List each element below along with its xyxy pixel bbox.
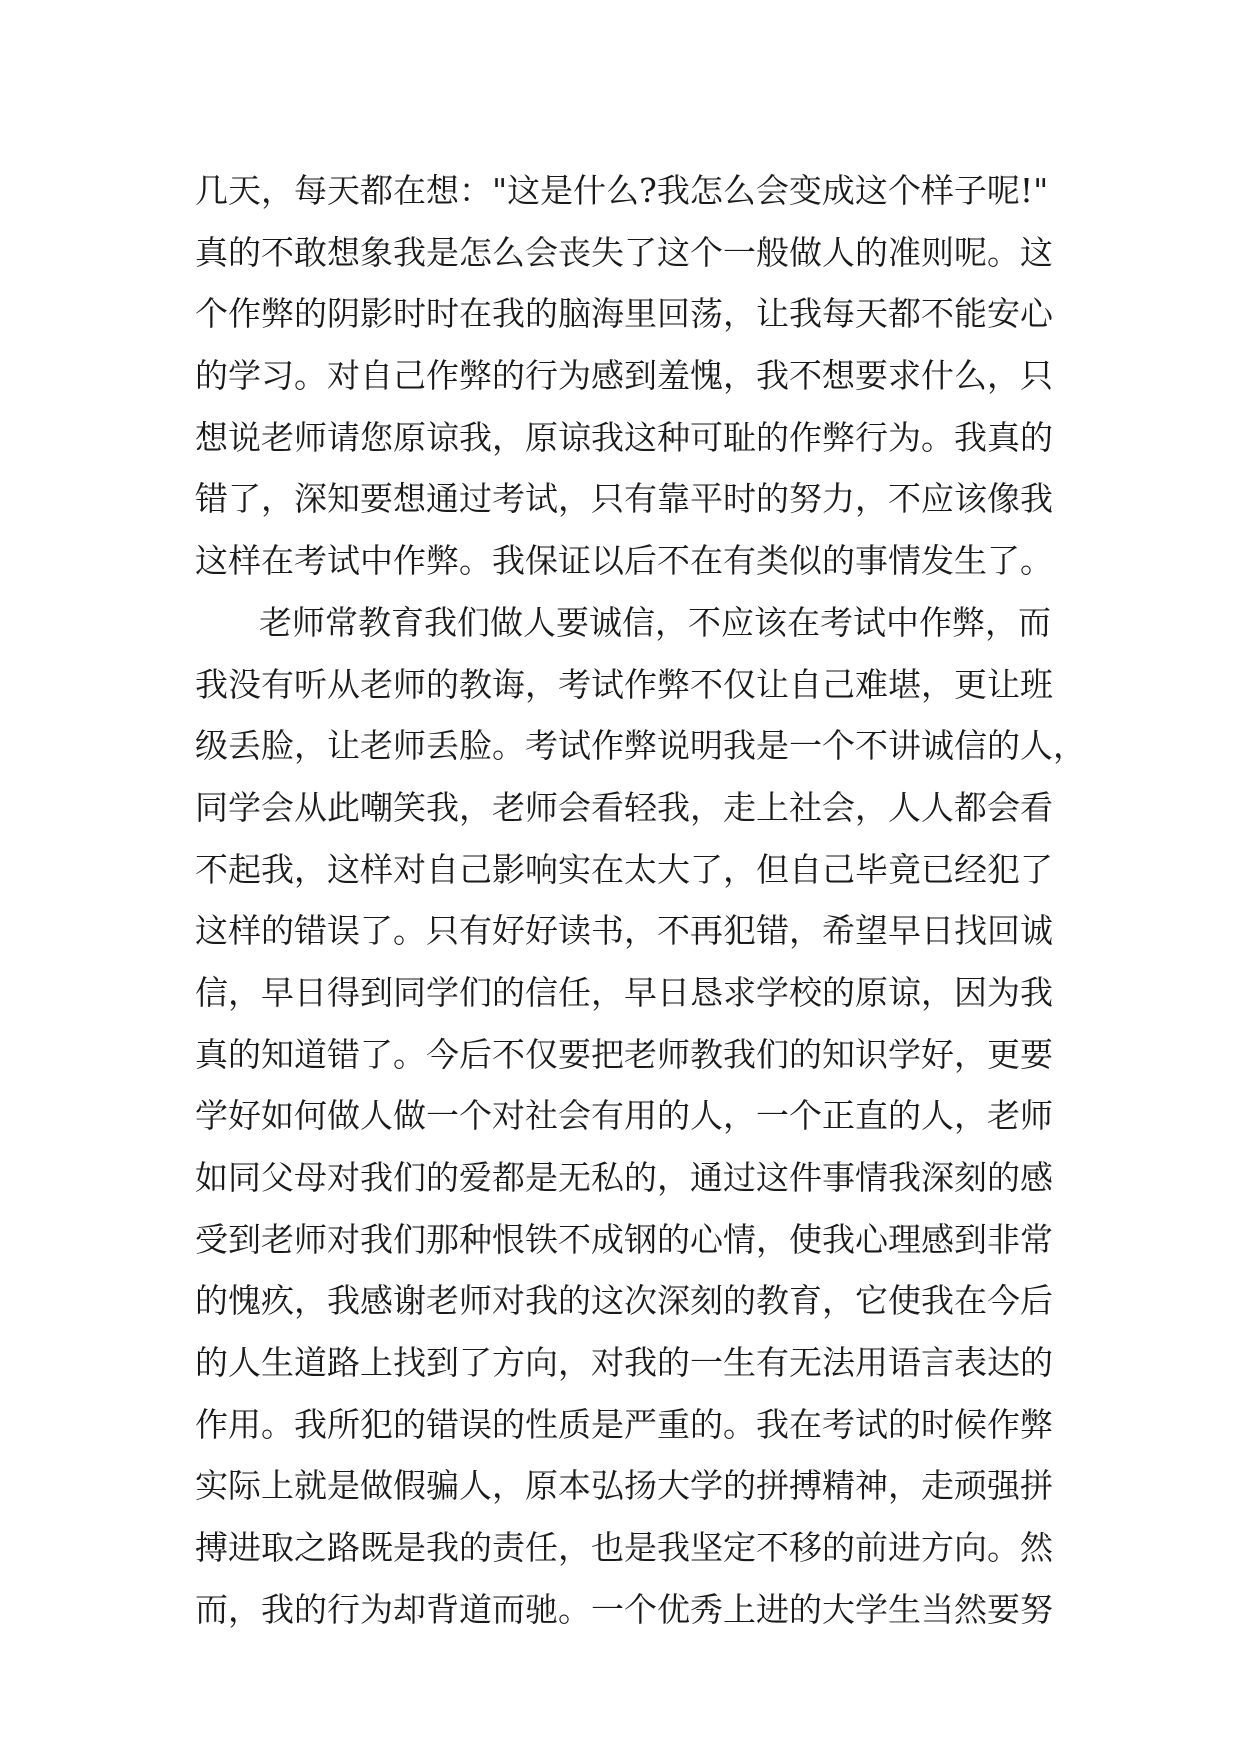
paragraph-first-line: 老师常教育我们做人要诚信，不应该在考试中作弊，而	[259, 602, 1051, 642]
text-line: 受到老师对我们那种恨铁不成钢的心情，使我心理感到非常	[195, 1219, 1053, 1259]
text-line: 这样的错误了。只有好好读书，不再犯错，希望早日找回诚	[195, 911, 1053, 951]
text-line: 错了，深知要想通过考试，只有靠平时的努力，不应该像我	[195, 479, 1053, 519]
text-line: 真的不敢想象我是怎么会丧失了这个一般做人的准则呢。这	[195, 232, 1053, 272]
body-text	[195, 160, 1086, 1641]
text-line: 这样在考试中作弊。我保证以后不在有类似的事情发生了。	[195, 541, 1053, 581]
text-line: 不起我，这样对自己影响实在太大了，但自己毕竟已经犯了	[195, 849, 1053, 889]
text-line: 信，早日得到同学们的信任，早日恳求学校的原谅，因为我	[195, 972, 1053, 1012]
text-line: 真的知道错了。今后不仅要把老师教我们的知识学好，更要	[195, 1034, 1053, 1074]
text-line: 如同父母对我们的爱都是无私的，通过这件事情我深刻的感	[195, 1158, 1053, 1197]
text-line: 的学习。对自己作弊的行为感到羞愧，我不想要求什么，只	[195, 356, 1053, 396]
text-line: 几天，每天都在想："这是什么?我怎么会变成这个样子呢!"	[195, 171, 1049, 210]
text-line: 同学会从此嘲笑我，老师会看轻我，走上社会，人人都会看	[195, 787, 1053, 827]
text-line: 个作弊的阴影时时在我的脑海里回荡，让我每天都不能安心	[195, 294, 1053, 334]
text-line: 实际上就是做假骗人，原本弘扬大学的拼搏精神，走顽强拼	[195, 1466, 1053, 1506]
text-line: 想说老师请您原谅我，原谅我这种可耻的作弊行为。我真的	[195, 417, 1053, 457]
text-line: 的人生道路上找到了方向，对我的一生有无法用语言表达的	[195, 1343, 1053, 1383]
text-line: 搏进取之路既是我的责任，也是我坚定不移的前进方向。然	[195, 1528, 1053, 1568]
text-line: 作用。我所犯的错误的性质是严重的。我在考试的时候作弊	[195, 1404, 1053, 1444]
text-line: 学好如何做人做一个对社会有用的人，一个正直的人，老师	[195, 1096, 1053, 1136]
text-line: 我没有听从老师的教诲，考试作弊不仅让自己难堪，更让班	[195, 664, 1053, 704]
text-line: 级丢脸，让老师丢脸。考试作弊说明我是一个不讲诚信的人，	[195, 726, 1086, 766]
text-line: 的愧疚，我感谢老师对我的这次深刻的教育，它使我在今后	[195, 1281, 1053, 1321]
text-line: 而，我的行为却背道而驰。一个优秀上进的大学生当然要努	[195, 1589, 1053, 1629]
